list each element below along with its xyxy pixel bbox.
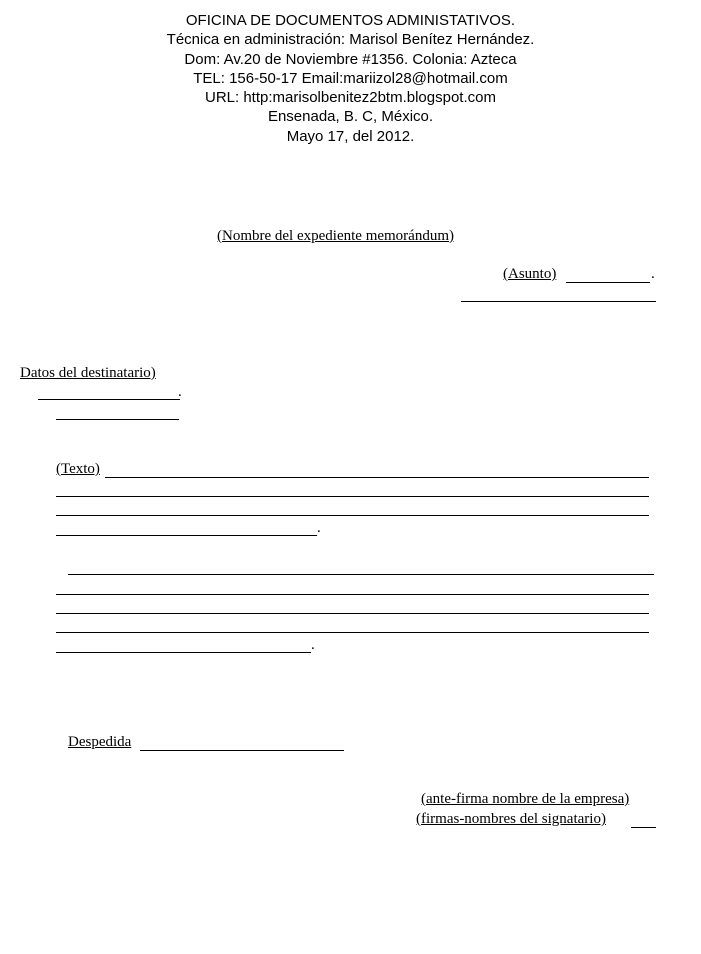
text-period-2: . (311, 637, 315, 653)
closing-line (140, 750, 344, 751)
recipient-line-2 (56, 419, 179, 420)
text-line-7 (56, 613, 649, 614)
firmas-line (631, 827, 656, 828)
recipient-line-1 (38, 399, 180, 400)
text-period-1: . (317, 520, 321, 536)
recipient-period: . (178, 384, 182, 400)
subject-line-2 (461, 301, 656, 302)
subject-period: . (651, 266, 655, 282)
letterhead (0, 11, 701, 146)
subject-label: (Asunto) (503, 266, 557, 282)
memo-title: (Nombre del expediente memorándum) (217, 228, 454, 244)
text-line-2 (56, 496, 649, 497)
city: Ensenada, B. C, México. (267, 108, 434, 126)
text-line-5 (68, 574, 654, 575)
text-line-9 (56, 652, 311, 653)
technician-name: Técnica en administración: Marisol Benítez Hernández. (166, 31, 535, 49)
text-line-1 (105, 477, 649, 478)
firmas-label: (firmas-nombres del signatario) (416, 811, 606, 827)
text-line-6 (56, 594, 649, 595)
address: Dom: Av.20 de Noviembre #1356. Colonia: Azteca (184, 50, 517, 68)
phone-email: TEL: 156-50-17 Email:mariizol28@hotmail.com (193, 69, 508, 87)
recipient-label: Datos del destinatario) (20, 365, 156, 381)
date: Mayo 17, del 2012. (286, 127, 415, 145)
text-line-3 (56, 515, 649, 516)
url: URL: http:marisolbenitez2btm.blogspot.com (205, 89, 496, 107)
text-line-4 (56, 535, 317, 536)
subject-fill-line (566, 282, 650, 283)
office-name: OFICINA DE DOCUMENTOS ADMINISTATIVOS. (185, 12, 516, 29)
text-line-8 (56, 632, 649, 633)
closing-label: Despedida (68, 734, 132, 750)
text-label: (Texto) (56, 461, 100, 477)
antefirma-label: (ante-firma nombre de la empresa) (421, 791, 630, 807)
